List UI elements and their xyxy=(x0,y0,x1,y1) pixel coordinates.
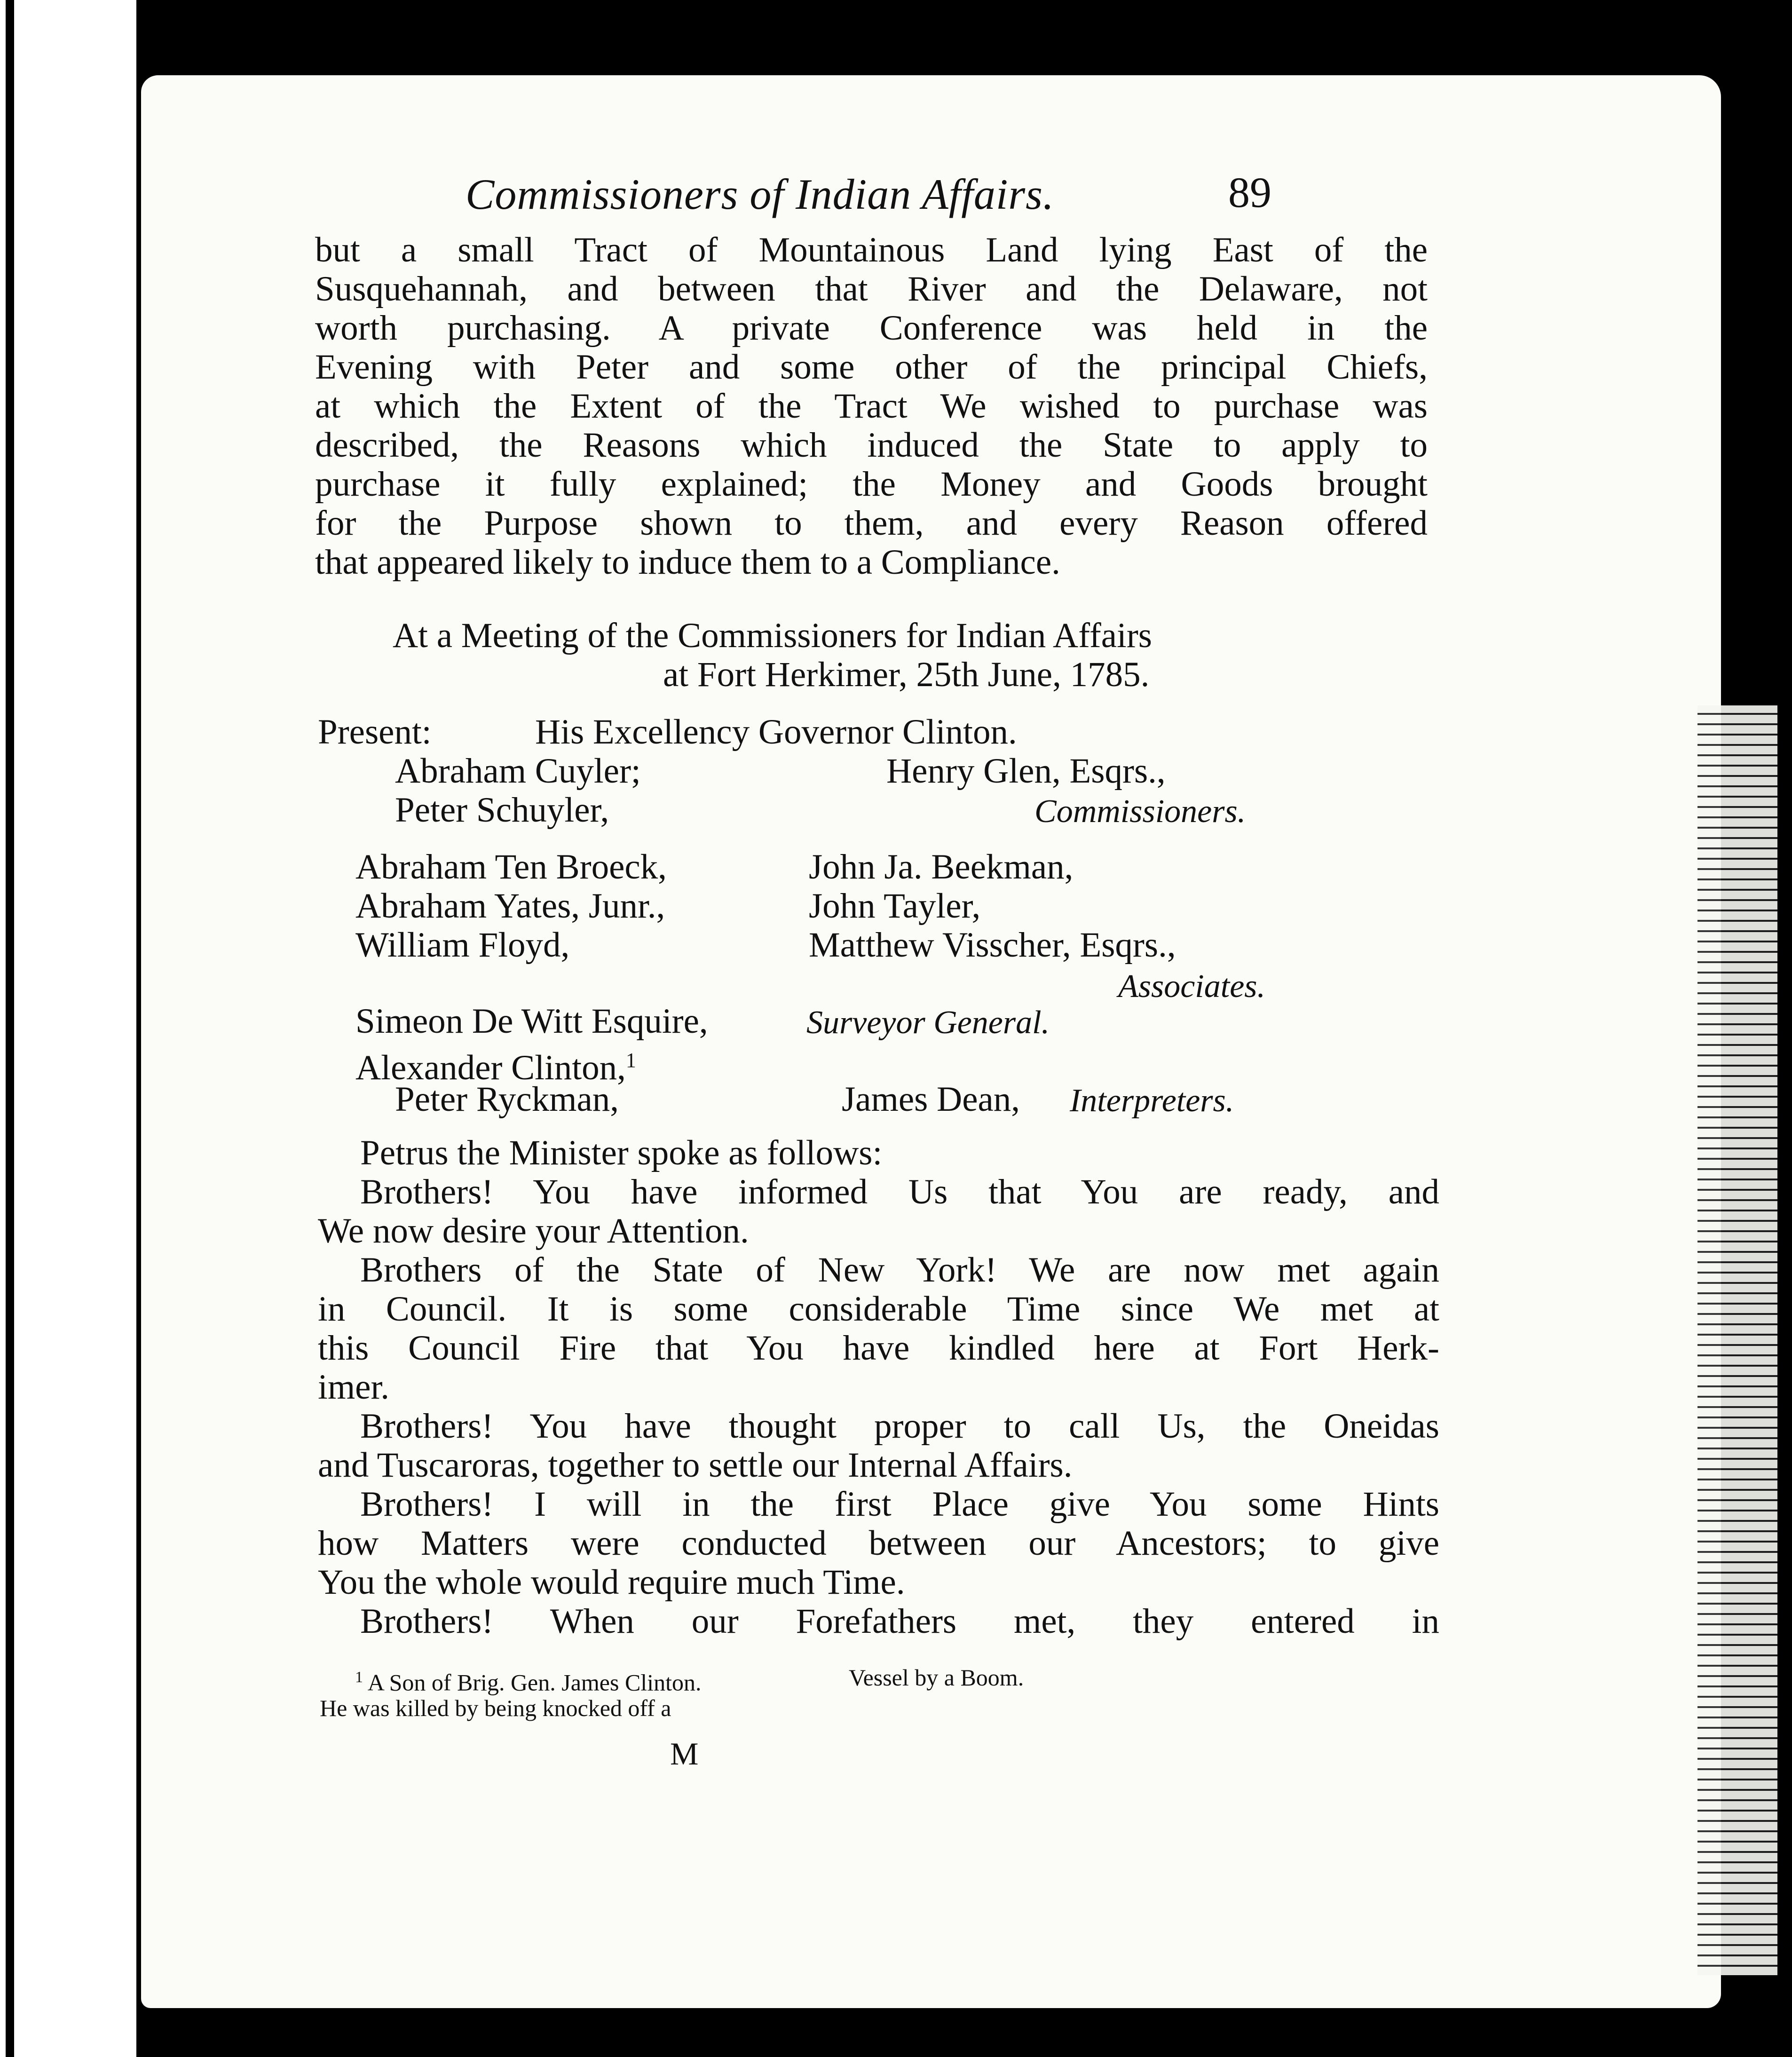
text-line: Brothers! You have thought proper to call Us, the Oneidas xyxy=(360,1407,1439,1446)
meeting-line-2: at Fort Herkimer, 25th June, 1785. xyxy=(663,655,1150,694)
footnote-reference: 1 xyxy=(625,1049,636,1072)
footnote-line-2: He was killed by being knocked off a xyxy=(320,1695,671,1721)
associates-role: Associates. xyxy=(1118,968,1266,1005)
surveyor-role: Surveyor General. xyxy=(806,1005,1050,1041)
text-line: purchase it fully explained; the Money and Goods brought xyxy=(315,465,1428,504)
text-line: that appeared likely to induce them to a Compliance. xyxy=(315,543,1060,582)
associate-name: Abraham Yates, Junr., xyxy=(355,886,665,926)
governor-line: His Excellency Governor Clinton. xyxy=(535,712,1017,752)
footnote-mark: 1 xyxy=(355,1669,363,1686)
surveyor-name: Simeon De Witt Esquire, xyxy=(355,1002,708,1041)
page-number: 89 xyxy=(1228,168,1271,216)
commissioner-name: Henry Glen, Esqrs., xyxy=(886,752,1166,791)
signature-mark: M xyxy=(670,1736,699,1772)
interpreter-1: Alexander Clinton, xyxy=(355,1048,626,1087)
associate-name: Matthew Visscher, Esqrs., xyxy=(809,926,1176,965)
text-line: Brothers! When our Forefathers met, they entered in xyxy=(360,1602,1439,1641)
interpreters-role: Interpreters. xyxy=(1070,1083,1234,1119)
text-line: Petrus the Minister spoke as follows: xyxy=(360,1133,883,1172)
present-label: Present: xyxy=(318,712,432,752)
text-line: Susquehannah, and between that River and the Delaware, not xyxy=(315,269,1428,309)
commissioners-role: Commissioners. xyxy=(1034,793,1246,830)
commissioner-name: Abraham Cuyler; xyxy=(395,752,641,791)
text-line: for the Purpose shown to them, and every Reason offered xyxy=(315,504,1428,543)
book-spine xyxy=(0,0,136,2057)
page-edge-stack xyxy=(1697,705,1777,1975)
associate-name: William Floyd, xyxy=(355,926,570,965)
footnote-text: A Son of Brig. Gen. James Clinton. xyxy=(367,1669,702,1696)
speech-text xyxy=(318,1133,1439,1641)
text-line: We now desire your Attention. xyxy=(318,1211,749,1250)
text-line: how Matters were conducted between our Ancestors; to give xyxy=(318,1524,1439,1563)
text-line: Brothers! You have informed Us that You are ready, and xyxy=(360,1172,1439,1211)
associate-name: John Tayler, xyxy=(809,886,981,926)
text-line: described, the Reasons which induced the State to apply to xyxy=(315,426,1428,465)
text-line: imer. xyxy=(318,1368,390,1407)
book-page xyxy=(141,75,1721,2008)
paragraph-1 xyxy=(315,230,1428,582)
text-line: Evening with Peter and some other of the principal Chiefs, xyxy=(315,348,1428,387)
commissioner-name: Peter Schuyler, xyxy=(395,791,609,830)
text-line: Brothers! I will in the first Place give You some Hints xyxy=(360,1485,1439,1524)
associate-name: John Ja. Beekman, xyxy=(809,847,1074,886)
text-line: Brothers of the State of New York! We are now met again xyxy=(360,1250,1439,1290)
text-line: at which the Extent of the Tract We wished to purchase was xyxy=(315,387,1428,426)
text-line: but a small Tract of Mountainous Land lying East of the xyxy=(315,230,1428,269)
text-line: and Tuscaroras, together to settle our Internal Affairs. xyxy=(318,1446,1073,1485)
running-header: Commissioners of Indian Affairs. xyxy=(466,170,1054,218)
text-line: this Council Fire that You have kindled here at Fort Herk- xyxy=(318,1329,1439,1368)
text-line: worth purchasing. A private Conference was held in the xyxy=(315,309,1428,348)
interpreter-name: Peter Ryckman, xyxy=(395,1080,619,1119)
associate-name: Abraham Ten Broeck, xyxy=(355,847,667,886)
text-line: in Council. It is some considerable Time since We met at xyxy=(318,1290,1439,1329)
meeting-line-1: At a Meeting of the Commissioners for Indian Affairs xyxy=(393,616,1152,655)
interpreter-name: James Dean, xyxy=(842,1080,1020,1119)
text-line: You the whole would require much Time. xyxy=(318,1563,905,1602)
footnote-continuation: Vessel by a Boom. xyxy=(849,1664,1024,1691)
footnote-line-1 xyxy=(355,1662,701,1698)
